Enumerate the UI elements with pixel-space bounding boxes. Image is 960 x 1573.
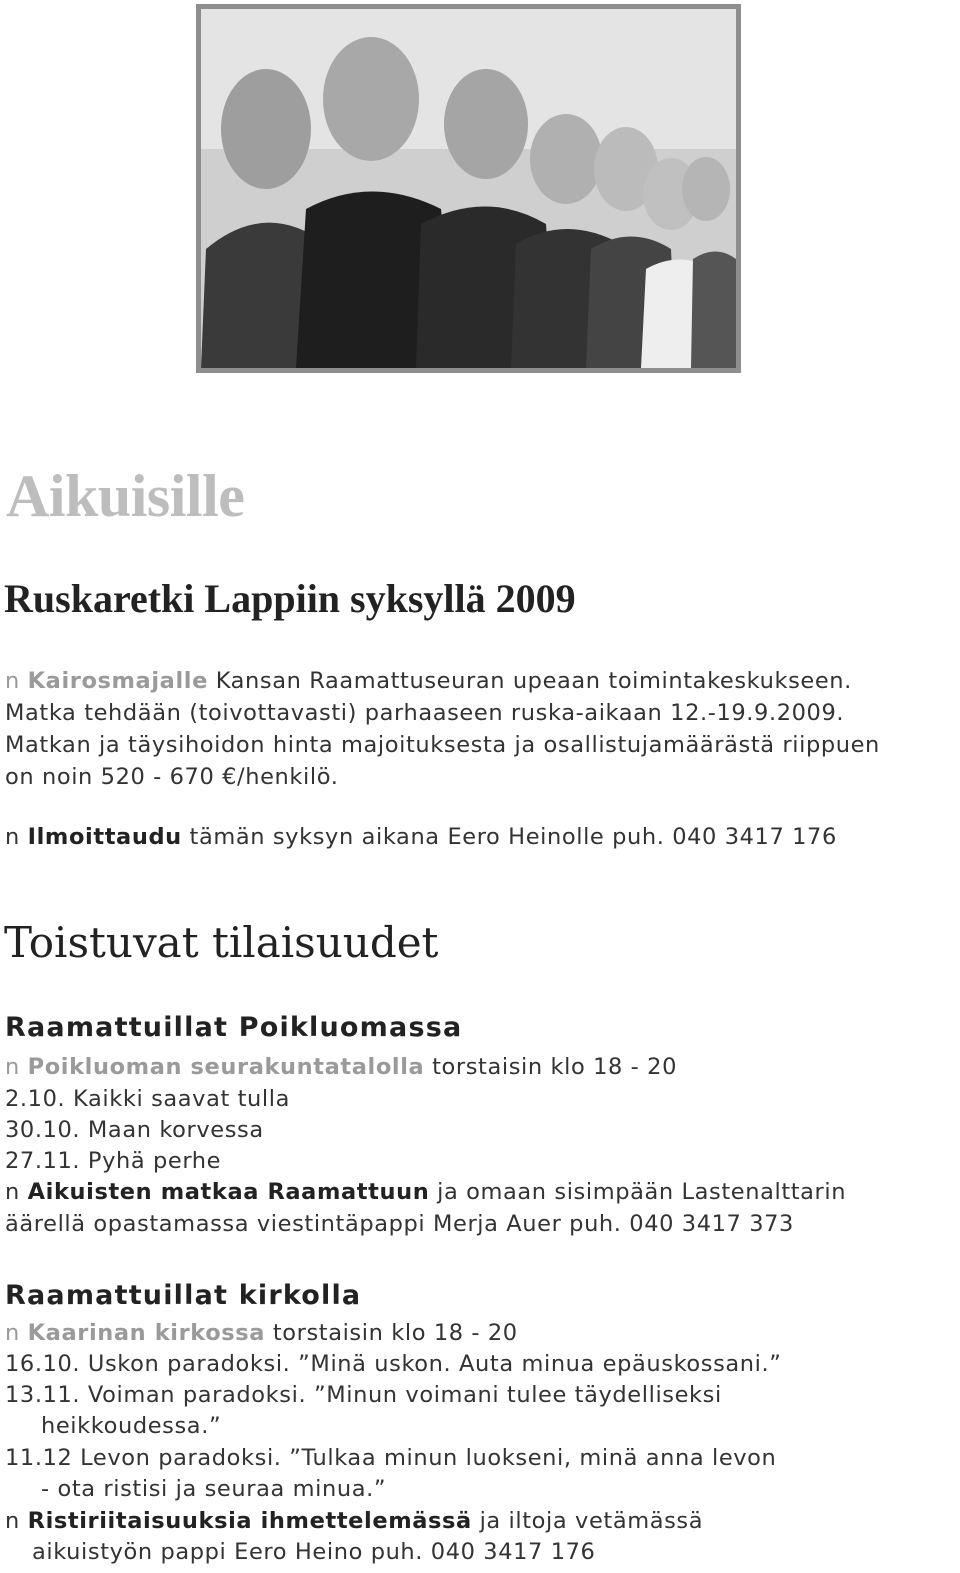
ruska-line-1-rest: Kansan Raamattuseuran upeaan toimintakeskukseen. (207, 668, 852, 694)
poikluoma-event: 27.11. Pyhä perhe (5, 1148, 222, 1174)
signup-rest: tämän syksyn aikana Eero Heinolle puh. 040 3417 176 (181, 824, 837, 850)
bullet: n (5, 824, 20, 850)
poikluoma-heading: Raamattuillat Poikluomassa (5, 1012, 463, 1043)
bullet: n (5, 1320, 20, 1346)
page-title: Aikuisille (6, 463, 245, 529)
kirkko-place: Kaarinan kirkossa (27, 1320, 266, 1346)
poikluoma-time: torstaisin klo 18 - 20 (424, 1054, 677, 1080)
aikuisten-line-2: äärellä opastamassa viestintäpappi Merja Auer puh. 040 3417 373 (5, 1211, 794, 1237)
risti-rest: ja iltoja vetämässä (471, 1508, 704, 1534)
kirkko-event-cont: heikkoudessa.” (41, 1413, 222, 1439)
kirkko-event: 13.11. Voiman paradoksi. ”Minun voimani tulee täydelliseksi (5, 1382, 722, 1408)
bullet: n (5, 1179, 20, 1205)
risti-label: Ristiriitaisuuksia ihmettelemässä (27, 1508, 472, 1534)
ruska-line-4: on noin 520 - 670 €/henkilö. (5, 764, 339, 790)
poikluoma-event: 2.10. Kaikki saavat tulla (5, 1086, 291, 1112)
kirkko-event: 16.10. Uskon paradoksi. ”Minä uskon. Auta minua epäuskossani.” (5, 1351, 782, 1377)
kirkko-event-cont: - ota ristisi ja seuraa minua.” (41, 1476, 387, 1502)
kirkko-event: 11.12 Levon paradoksi. ”Tulkaa minun luokseni, minä anna levon (5, 1445, 777, 1471)
ruska-signup (5, 822, 837, 853)
ruska-place: Kairosmajalle (27, 668, 208, 694)
ruska-line-2: Matka tehdään (toivottavasti) parhaaseen ruska-aikaan 12.-19.9.2009. (5, 700, 845, 726)
kirkko-place-line (5, 1318, 518, 1349)
poikluoma-place-line (5, 1052, 677, 1083)
group-photo-illustration (201, 9, 736, 368)
aikuisten-label: Aikuisten matkaa Raamattuun (27, 1179, 430, 1205)
aikuisten-line-1 (5, 1177, 846, 1208)
toistuvat-title: Toistuvat tilaisuudet (4, 918, 439, 967)
bullet: n (5, 668, 20, 694)
bullet: n (5, 1054, 20, 1080)
kirkko-time: torstaisin klo 18 - 20 (265, 1320, 518, 1346)
risti-line-2: aikuistyön pappi Eero Heino puh. 040 3417 176 (32, 1539, 596, 1565)
ruska-line-1 (5, 666, 852, 697)
ruska-line-3: Matkan ja täysihoidon hinta majoituksesta ja osallistujamäärästä riippuen (5, 732, 880, 758)
risti-line-1 (5, 1506, 703, 1537)
bullet: n (5, 1508, 20, 1534)
ruska-title: Ruskaretki Lappiin syksyllä 2009 (4, 576, 576, 621)
poikluoma-place: Poikluoman seurakuntatalolla (27, 1054, 425, 1080)
group-photo (196, 4, 741, 373)
aikuisten-rest: ja omaan sisimpään Lastenalttarin (429, 1179, 847, 1205)
poikluoma-event: 30.10. Maan korvessa (5, 1117, 264, 1143)
signup-label: Ilmoittaudu (27, 824, 182, 850)
kirkko-heading: Raamattuillat kirkolla (5, 1280, 362, 1311)
